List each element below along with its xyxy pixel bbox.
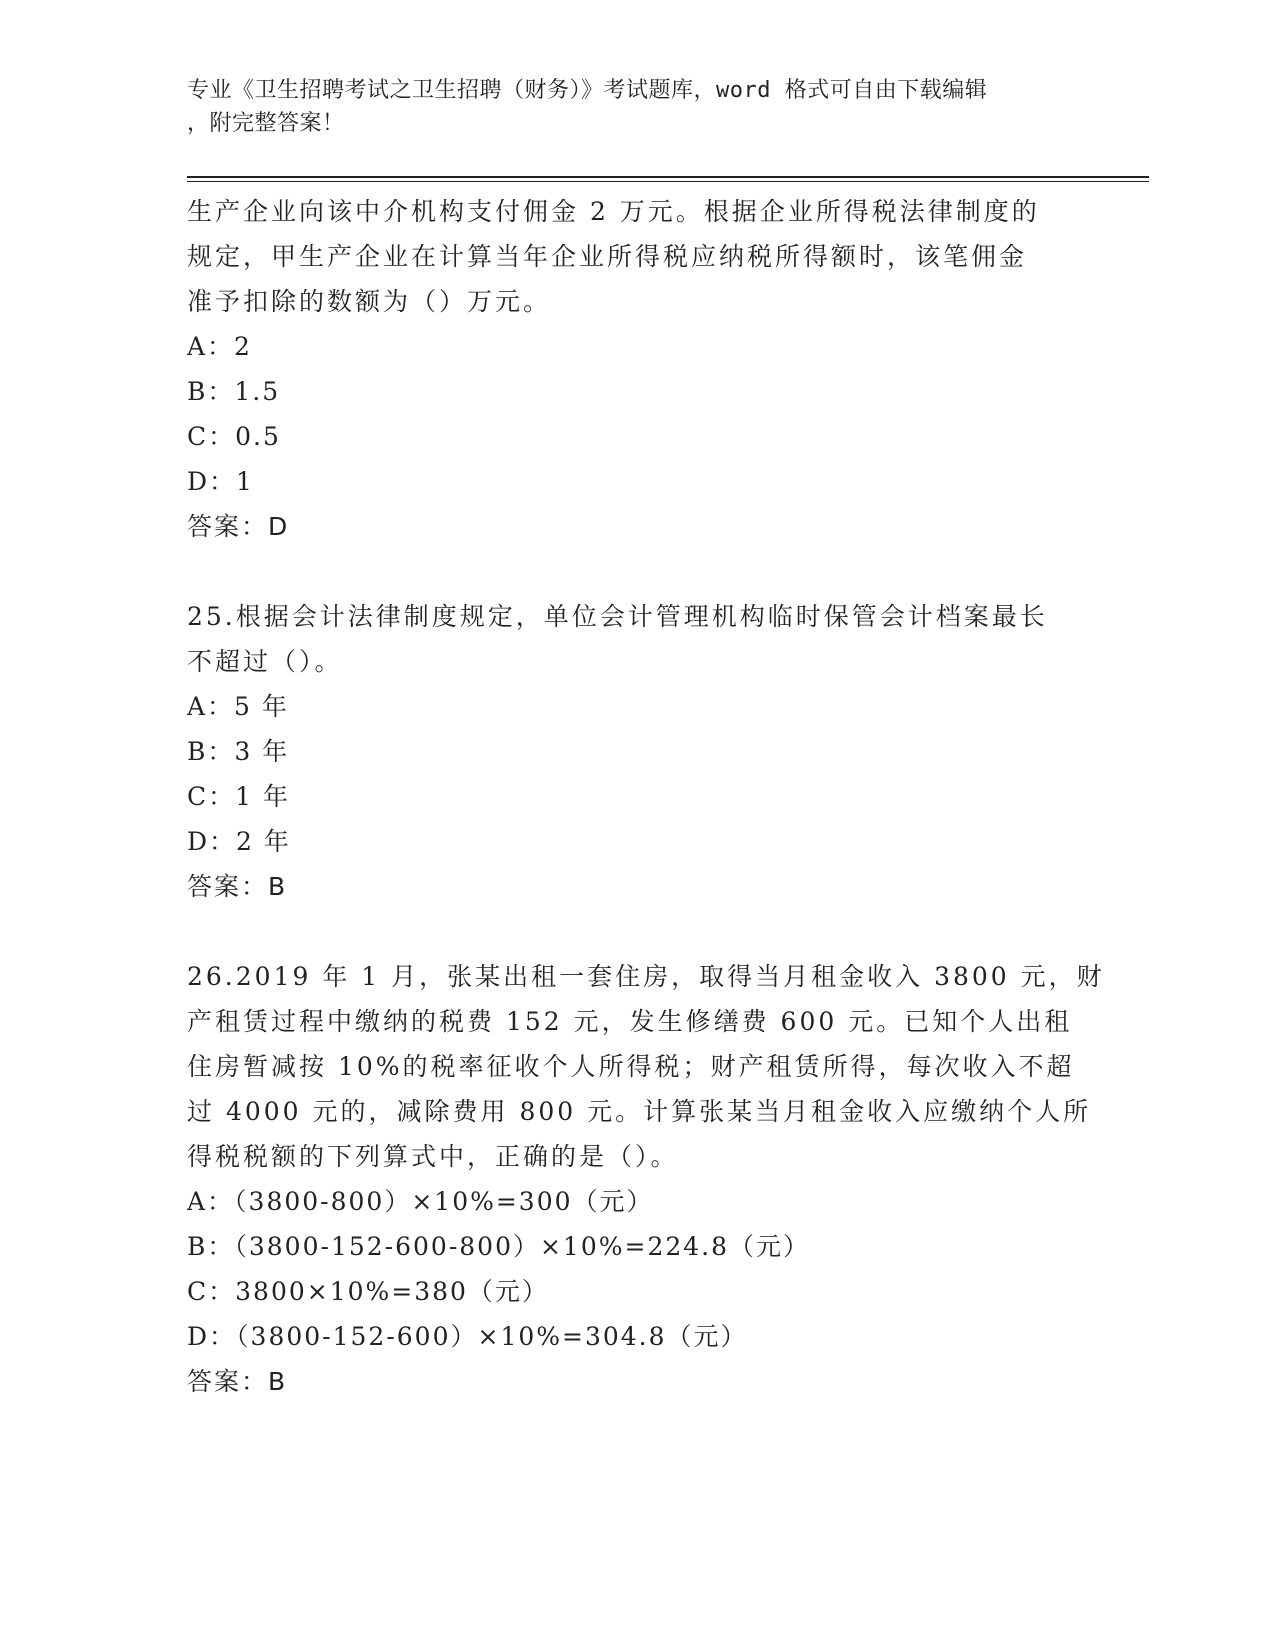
question-stem <box>187 954 1105 1179</box>
option-b: B：3 年 <box>187 737 290 766</box>
option-d: D：1 <box>187 467 254 496</box>
stem-line: 生产企业向该中介机构支付佣金 2 万元。根据企业所得税法律制度的 <box>187 197 1040 226</box>
stem-line: 不超过（）。 <box>187 647 343 676</box>
stem-line: 准予扣除的数额为（）万元。 <box>187 287 552 316</box>
option-a: A：2 <box>187 332 252 361</box>
option-c: C：0.5 <box>187 422 281 451</box>
question-25 <box>187 594 1087 909</box>
option-c: C：1 年 <box>187 782 290 811</box>
stem-line: 规定，甲生产企业在计算当年企业所得税应纳税所得额时，该笔佣金 <box>187 242 1028 271</box>
header-divider-thin <box>187 181 1149 182</box>
option-b: B：（3800-152-600-800）×10%=224.8（元） <box>187 1232 811 1261</box>
stem-line: 过 4000 元的，减除费用 800 元。计算张某当月租金收入应缴纳个人所 <box>187 1097 1092 1126</box>
stem-line: 产租赁过程中缴纳的税费 152 元，发生修缮费 600 元。已知个人出租 <box>187 1007 1073 1036</box>
option-a: A：（3800-800）×10%=300（元） <box>187 1187 654 1216</box>
stem-line: 住房暂减按 10%的税率征收个人所得税；财产租赁所得，每次收入不超 <box>187 1052 1075 1081</box>
question-24-continued <box>187 189 1087 549</box>
option-b: B：1.5 <box>187 377 281 406</box>
question-list <box>187 189 1105 1404</box>
option-d: D：（3800-152-600）×10%=304.8（元） <box>187 1322 748 1351</box>
option-a: A：5 年 <box>187 692 289 721</box>
stem-line: 25.根据会计法律制度规定，单位会计管理机构临时保管会计档案最长 <box>187 602 1048 631</box>
header-divider <box>187 176 1149 178</box>
question-26 <box>187 954 1105 1404</box>
header-line-1: 专业《卫生招聘考试之卫生招聘（财务）》考试题库，word 格式可自由下载编辑 <box>187 78 988 103</box>
spacer <box>187 909 1087 954</box>
answer-line: 答案：B <box>187 872 288 901</box>
option-c: C：3800×10%=380（元） <box>187 1277 549 1306</box>
document-header <box>187 74 1087 140</box>
question-stem <box>187 189 1087 324</box>
header-line-2: ，附完整答案！ <box>187 111 345 136</box>
stem-line: 得税税额的下列算式中，正确的是（）。 <box>187 1142 679 1171</box>
answer-line: 答案：B <box>187 1367 288 1396</box>
question-stem <box>187 594 1087 684</box>
option-d: D：2 年 <box>187 827 291 856</box>
spacer <box>187 549 1087 594</box>
answer-line: 答案：D <box>187 512 290 541</box>
stem-line: 26.2019 年 1 月，张某出租一套住房，取得当月租金收入 3800 元，财 <box>187 962 1105 991</box>
